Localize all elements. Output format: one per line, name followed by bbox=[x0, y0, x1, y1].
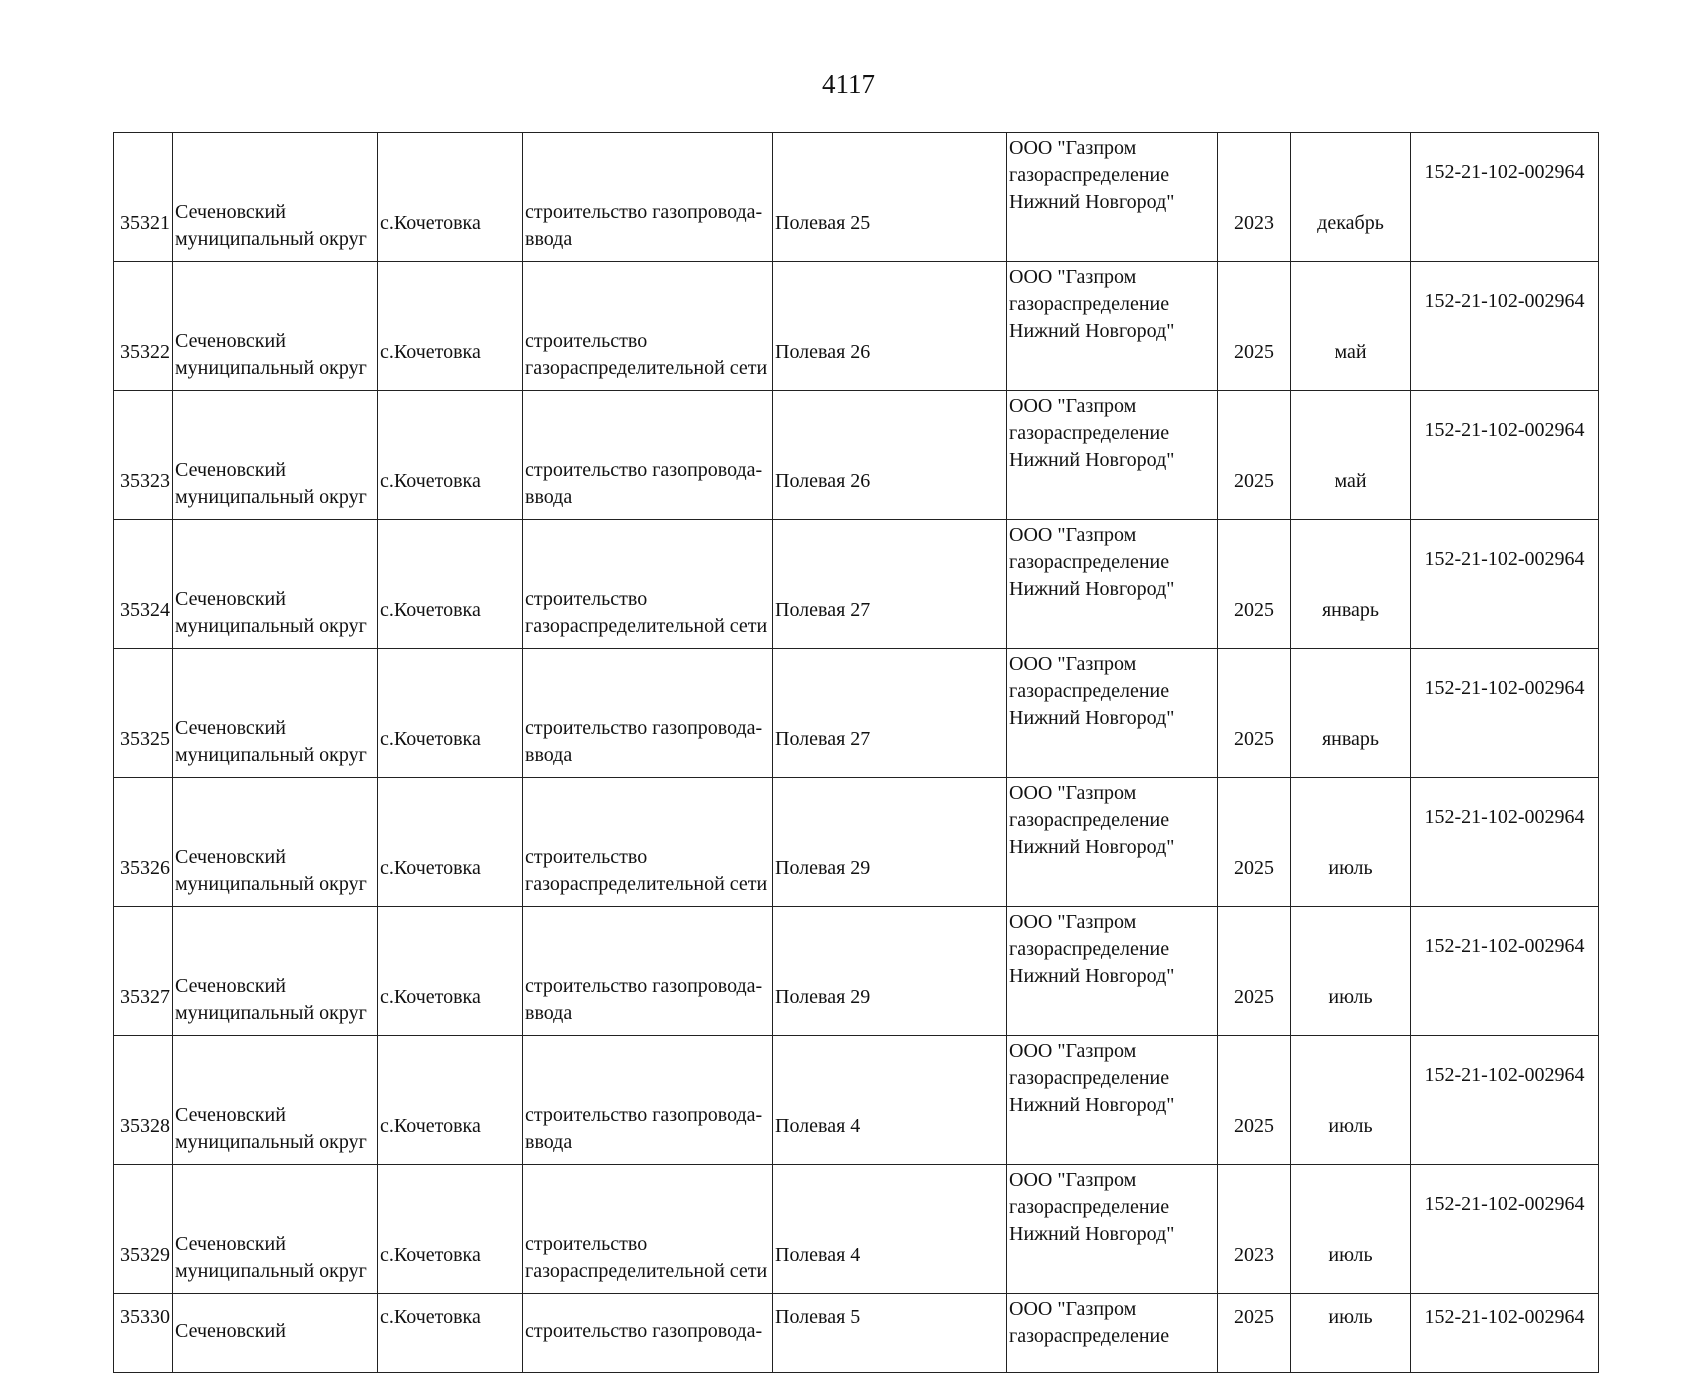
address-cell: Полевая 29 bbox=[773, 907, 1007, 1036]
work-type-cell: строительство газораспределительной сети bbox=[523, 520, 773, 649]
row-number-cell: 35328 bbox=[114, 1036, 173, 1165]
table-row bbox=[114, 391, 1599, 520]
locality-cell: с.Кочетовка bbox=[378, 778, 523, 907]
organization-cell: ООО "Газпром газораспределение Нижний Новгород" bbox=[1007, 520, 1218, 649]
document-number-cell: 152-21-102-002964 bbox=[1411, 391, 1599, 520]
document-number-cell: 152-21-102-002964 bbox=[1411, 649, 1599, 778]
locality-cell: с.Кочетовка bbox=[378, 649, 523, 778]
row-number-cell: 35326 bbox=[114, 778, 173, 907]
work-type-cell: строительство газораспределительной сети bbox=[523, 1165, 773, 1294]
row-number-cell: 35324 bbox=[114, 520, 173, 649]
locality-cell: с.Кочетовка bbox=[378, 133, 523, 262]
address-cell: Полевая 25 bbox=[773, 133, 1007, 262]
address-cell: Полевая 4 bbox=[773, 1165, 1007, 1294]
work-type-cell: строительство газопровода- bbox=[523, 1294, 773, 1373]
table-row bbox=[114, 1036, 1599, 1165]
year-cell: 2023 bbox=[1218, 133, 1291, 262]
work-type-cell: строительство газораспределительной сети bbox=[523, 262, 773, 391]
month-cell: июль bbox=[1291, 1036, 1411, 1165]
month-cell: май bbox=[1291, 262, 1411, 391]
month-cell: июль bbox=[1291, 1165, 1411, 1294]
year-cell: 2025 bbox=[1218, 649, 1291, 778]
organization-cell: ООО "Газпром газораспределение Нижний Новгород" bbox=[1007, 391, 1218, 520]
register-body bbox=[114, 133, 1599, 1373]
table-row bbox=[114, 133, 1599, 262]
year-cell: 2025 bbox=[1218, 1294, 1291, 1373]
table-row bbox=[114, 1165, 1599, 1294]
district-cell: Сеченовский bbox=[173, 1294, 378, 1373]
table-row bbox=[114, 649, 1599, 778]
locality-cell: с.Кочетовка bbox=[378, 1294, 523, 1373]
row-number-cell: 35325 bbox=[114, 649, 173, 778]
organization-cell: ООО "Газпром газораспределение Нижний Новгород" bbox=[1007, 1165, 1218, 1294]
year-cell: 2023 bbox=[1218, 1165, 1291, 1294]
organization-cell: ООО "Газпром газораспределение bbox=[1007, 1294, 1218, 1373]
year-cell: 2025 bbox=[1218, 520, 1291, 649]
address-cell: Полевая 26 bbox=[773, 262, 1007, 391]
address-cell: Полевая 27 bbox=[773, 520, 1007, 649]
organization-cell: ООО "Газпром газораспределение Нижний Новгород" bbox=[1007, 262, 1218, 391]
address-cell: Полевая 29 bbox=[773, 778, 1007, 907]
row-number-cell: 35323 bbox=[114, 391, 173, 520]
month-cell: январь bbox=[1291, 520, 1411, 649]
work-type-cell: строительство газопровода- ввода bbox=[523, 1036, 773, 1165]
month-cell: июль bbox=[1291, 907, 1411, 1036]
document-number-cell: 152-21-102-002964 bbox=[1411, 1294, 1599, 1373]
year-cell: 2025 bbox=[1218, 907, 1291, 1036]
table-row bbox=[114, 520, 1599, 649]
locality-cell: с.Кочетовка bbox=[378, 262, 523, 391]
locality-cell: с.Кочетовка bbox=[378, 907, 523, 1036]
work-type-cell: строительство газопровода- ввода bbox=[523, 907, 773, 1036]
table-row bbox=[114, 907, 1599, 1036]
table-row bbox=[114, 778, 1599, 907]
work-type-cell: строительство газораспределительной сети bbox=[523, 778, 773, 907]
address-cell: Полевая 5 bbox=[773, 1294, 1007, 1373]
month-cell: декабрь bbox=[1291, 133, 1411, 262]
document-number-cell: 152-21-102-002964 bbox=[1411, 1036, 1599, 1165]
organization-cell: ООО "Газпром газораспределение Нижний Новгород" bbox=[1007, 649, 1218, 778]
locality-cell: с.Кочетовка bbox=[378, 520, 523, 649]
work-type-cell: строительство газопровода- ввода bbox=[523, 391, 773, 520]
locality-cell: с.Кочетовка bbox=[378, 391, 523, 520]
document-number-cell: 152-21-102-002964 bbox=[1411, 262, 1599, 391]
month-cell: май bbox=[1291, 391, 1411, 520]
table-row bbox=[114, 262, 1599, 391]
month-cell: июль bbox=[1291, 778, 1411, 907]
document-number-cell: 152-21-102-002964 bbox=[1411, 133, 1599, 262]
district-cell: Сеченовский муниципальный округ bbox=[173, 133, 378, 262]
district-cell: Сеченовский муниципальный округ bbox=[173, 1165, 378, 1294]
work-type-cell: строительство газопровода- ввода bbox=[523, 133, 773, 262]
district-cell: Сеченовский муниципальный округ bbox=[173, 778, 378, 907]
locality-cell: с.Кочетовка bbox=[378, 1165, 523, 1294]
month-cell: январь bbox=[1291, 649, 1411, 778]
document-number-cell: 152-21-102-002964 bbox=[1411, 1165, 1599, 1294]
year-cell: 2025 bbox=[1218, 262, 1291, 391]
row-number-cell: 35327 bbox=[114, 907, 173, 1036]
year-cell: 2025 bbox=[1218, 778, 1291, 907]
year-cell: 2025 bbox=[1218, 1036, 1291, 1165]
district-cell: Сеченовский муниципальный округ bbox=[173, 391, 378, 520]
table-row bbox=[114, 1294, 1599, 1373]
work-type-cell: строительство газопровода- ввода bbox=[523, 649, 773, 778]
row-number-cell: 35322 bbox=[114, 262, 173, 391]
locality-cell: с.Кочетовка bbox=[378, 1036, 523, 1165]
document-number-cell: 152-21-102-002964 bbox=[1411, 778, 1599, 907]
month-cell: июль bbox=[1291, 1294, 1411, 1373]
row-number-cell: 35321 bbox=[114, 133, 173, 262]
register-table bbox=[113, 132, 1599, 1373]
address-cell: Полевая 4 bbox=[773, 1036, 1007, 1165]
district-cell: Сеченовский муниципальный округ bbox=[173, 649, 378, 778]
district-cell: Сеченовский муниципальный округ bbox=[173, 262, 378, 391]
district-cell: Сеченовский муниципальный округ bbox=[173, 520, 378, 649]
page-number: 4117 bbox=[822, 69, 875, 99]
document-number-cell: 152-21-102-002964 bbox=[1411, 907, 1599, 1036]
district-cell: Сеченовский муниципальный округ bbox=[173, 1036, 378, 1165]
row-number-cell: 35329 bbox=[114, 1165, 173, 1294]
organization-cell: ООО "Газпром газораспределение Нижний Новгород" bbox=[1007, 133, 1218, 262]
row-number-cell: 35330 bbox=[114, 1294, 173, 1373]
district-cell: Сеченовский муниципальный округ bbox=[173, 907, 378, 1036]
document-number-cell: 152-21-102-002964 bbox=[1411, 520, 1599, 649]
year-cell: 2025 bbox=[1218, 391, 1291, 520]
organization-cell: ООО "Газпром газораспределение Нижний Новгород" bbox=[1007, 1036, 1218, 1165]
address-cell: Полевая 26 bbox=[773, 391, 1007, 520]
address-cell: Полевая 27 bbox=[773, 649, 1007, 778]
organization-cell: ООО "Газпром газораспределение Нижний Новгород" bbox=[1007, 778, 1218, 907]
organization-cell: ООО "Газпром газораспределение Нижний Новгород" bbox=[1007, 907, 1218, 1036]
